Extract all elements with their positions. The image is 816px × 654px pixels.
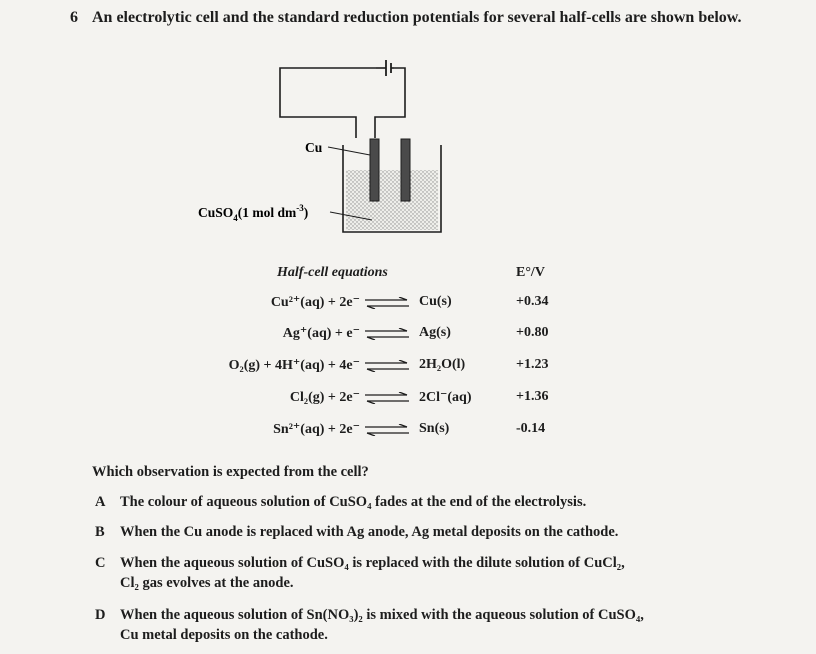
option-d-text[interactable] [120, 605, 644, 645]
half-cell-potential: +0.34 [516, 294, 549, 309]
option-c-line2: Cl₂ gas evolves at the anode. [120, 575, 294, 591]
half-cell-potential: +0.80 [516, 325, 549, 340]
half-cell-lhs: Cl₂(g) + 2e⁻ [289, 390, 360, 405]
half-cell-potential: +1.36 [516, 389, 549, 404]
electrolyte-solution [346, 170, 438, 230]
question-number: 6 [70, 9, 78, 26]
equilibrium-arrow-icon [365, 424, 409, 436]
equilibrium-arrow-icon [365, 297, 409, 309]
question-prompt: Which observation is expected from the cell? [92, 464, 369, 480]
half-cell-rhs: 2H₂O(l) [419, 357, 466, 372]
electrode-label: Cu [305, 140, 323, 155]
electrode-pointer [328, 147, 370, 155]
option-b-letter[interactable]: B [95, 524, 105, 540]
circuit-wire [280, 68, 405, 138]
half-cell-lhs: Sn²⁺(aq) + 2e⁻ [273, 422, 360, 437]
solution-label: CuSO$_4$(1 mol $dm^{-3}$) [198, 203, 309, 223]
half-cell-lhs: O₂(g) + 4H⁺(aq) + 4e⁻ [228, 358, 360, 373]
half-cell-rhs: Cu(s) [419, 294, 452, 309]
option-b-text[interactable]: When the Cu anode is replaced with Ag anode, Ag metal deposits on the cathode. [120, 524, 619, 540]
table-row [0, 421, 816, 445]
table-row [0, 294, 816, 318]
option-c-letter[interactable]: C [95, 555, 106, 571]
table-row [0, 389, 816, 413]
half-cell-rhs: Ag(s) [419, 325, 451, 340]
equilibrium-arrow-icon [365, 360, 409, 372]
option-a-letter[interactable]: A [95, 494, 106, 510]
table-header-equations: Half-cell equations [277, 265, 388, 280]
electrolytic-cell-diagram [180, 45, 460, 245]
equilibrium-arrow-icon [365, 392, 409, 404]
half-cell-lhs: Cu²⁺(aq) + 2e⁻ [270, 295, 360, 310]
left-cu-electrode [370, 139, 379, 201]
table-row [0, 357, 816, 381]
option-d-letter[interactable]: D [95, 607, 106, 623]
option-c-line1: When the aqueous solution of CuSO₄ is replaced with the dilute solution of CuCl₂, [120, 555, 625, 571]
question-stem: An electrolytic cell and the standard reduction potentials for several half-cells are shown below. [92, 9, 742, 26]
half-cell-rhs: Sn(s) [419, 421, 450, 436]
option-a-text[interactable]: The colour of aqueous solution of CuSO₄ fades at the end of the electrolysis. [120, 494, 587, 510]
table-row [0, 325, 816, 349]
equilibrium-arrow-icon [365, 328, 409, 340]
option-c-text[interactable] [120, 553, 625, 593]
half-cell-rhs: 2Cl⁻(aq) [419, 390, 472, 405]
option-d-line1: When the aqueous solution of Sn(NO₃)₂ is mixed with the aqueous solution of CuSO₄, [120, 607, 644, 623]
right-electrode [401, 139, 410, 201]
half-cell-potential: +1.23 [516, 357, 549, 372]
half-cell-potential: -0.14 [516, 421, 546, 436]
half-cell-lhs: Ag⁺(aq) + e⁻ [282, 326, 360, 341]
option-d-line2: Cu metal deposits on the cathode. [120, 627, 328, 643]
table-header-potential: E°/V [516, 265, 545, 280]
